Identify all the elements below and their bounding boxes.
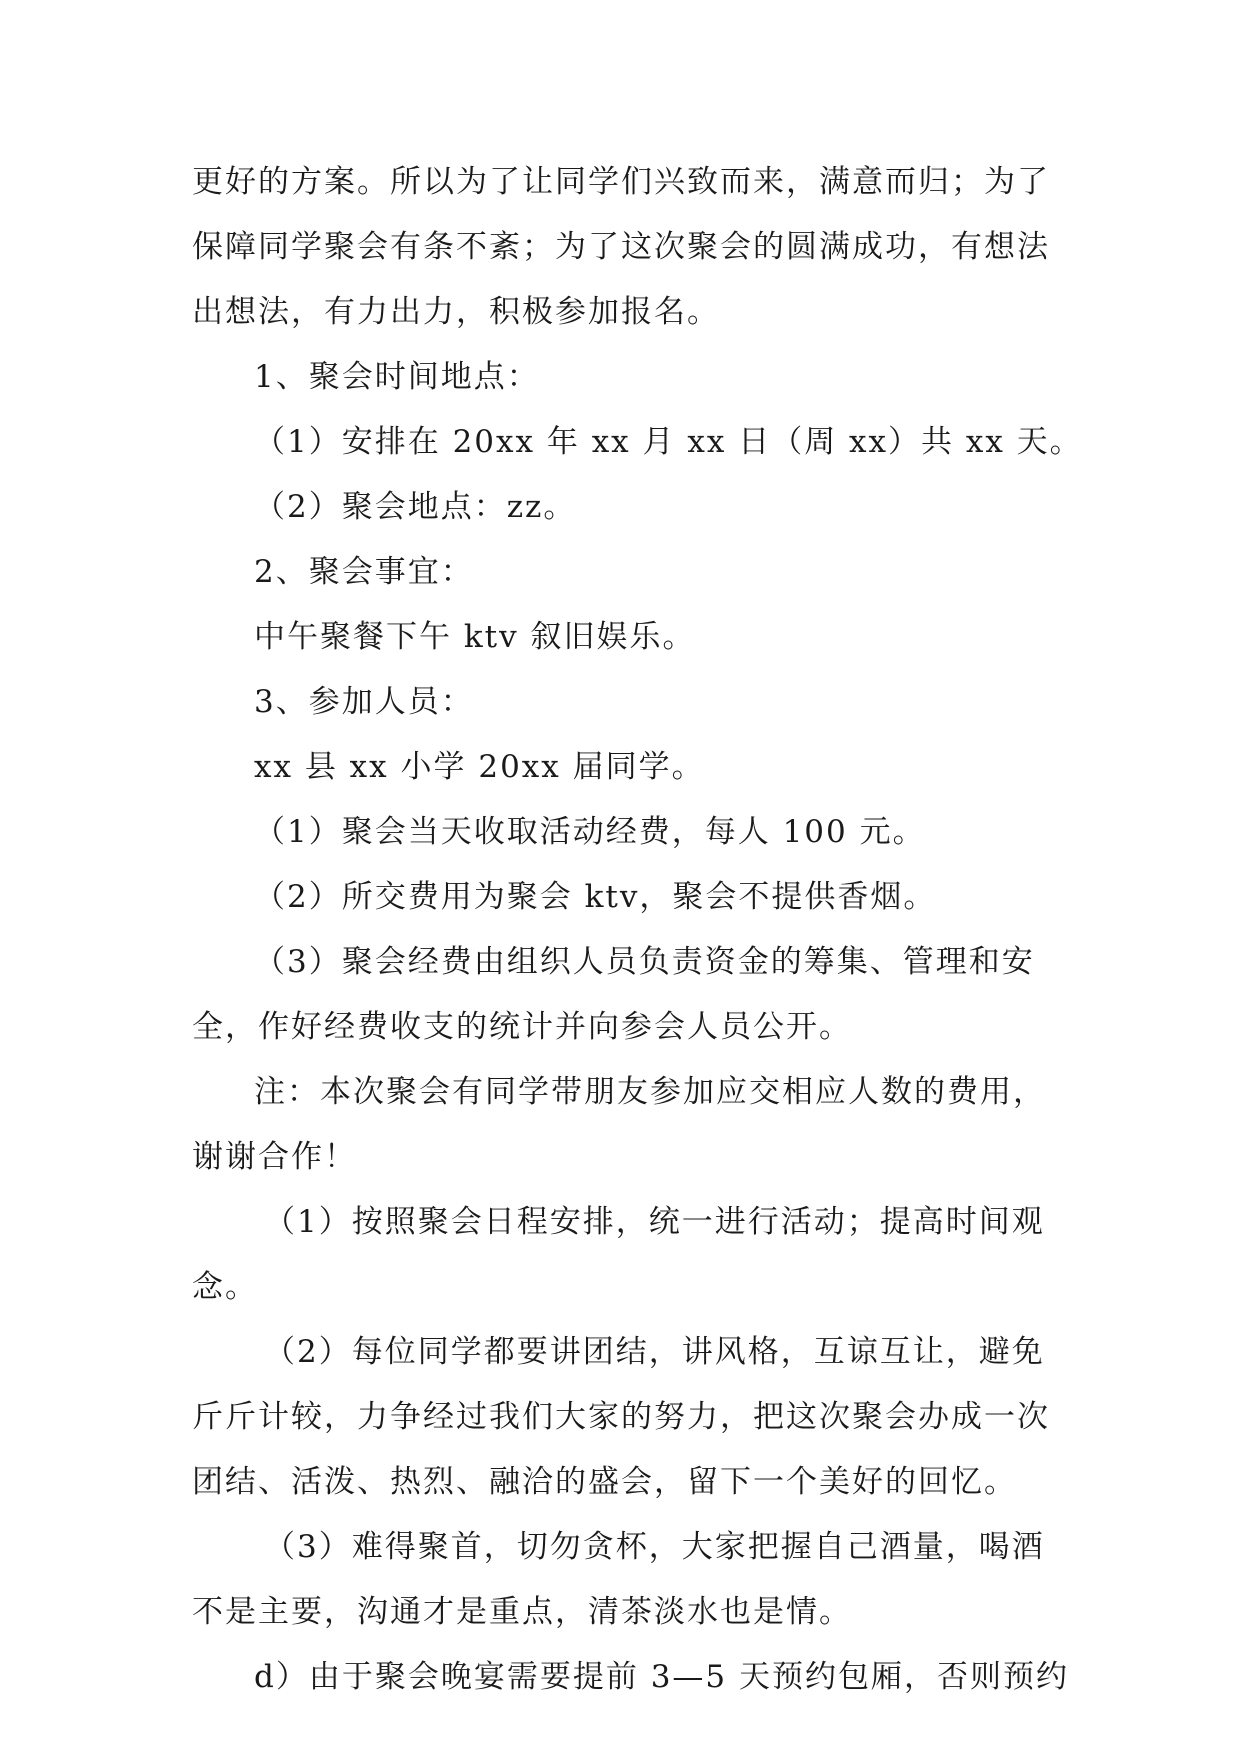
body-line: 全，作好经费收支的统计并向参会人员公开。 xyxy=(192,1009,852,1045)
document-body xyxy=(192,150,1083,1710)
list-item: （1）聚会当天收取活动经费，每人 100 元。 xyxy=(254,814,926,850)
list-item: （1）安排在 20xx 年 xx 月 xx 日（周 xx）共 xx 天。 xyxy=(254,424,1083,460)
section-heading: 2、聚会事宜： xyxy=(254,554,474,590)
list-item: （2）所交费用为聚会 ktv，聚会不提供香烟。 xyxy=(254,879,937,915)
body-line: 出想法，有力出力，积极参加报名。 xyxy=(192,294,720,330)
note-line: 谢谢合作！ xyxy=(192,1139,357,1175)
list-item: （3）难得聚首，切勿贪杯，大家把握自己酒量，喝酒 xyxy=(264,1529,1045,1565)
list-item: （1）按照聚会日程安排，统一进行活动；提高时间观 xyxy=(264,1204,1045,1240)
body-line: 念。 xyxy=(192,1269,258,1305)
body-line: 中午聚餐下午 ktv 叙旧娱乐。 xyxy=(254,619,696,655)
body-line: 不是主要，沟通才是重点，清茶淡水也是情。 xyxy=(192,1594,852,1630)
list-item: （3）聚会经费由组织人员负责资金的筹集、管理和安 xyxy=(254,944,1035,980)
body-line: 保障同学聚会有条不紊；为了这次聚会的圆满成功，有想法 xyxy=(192,229,1050,265)
body-line: 斤斤计较，力争经过我们大家的努力，把这次聚会办成一次 xyxy=(192,1399,1050,1435)
body-line: 更好的方案。所以为了让同学们兴致而来，满意而归；为了 xyxy=(192,164,1050,200)
section-heading: 1、聚会时间地点： xyxy=(254,359,540,395)
note-line: 注：本次聚会有同学带朋友参加应交相应人数的费用， xyxy=(254,1074,1046,1110)
list-item: d）由于聚会晚宴需要提前 3—5 天预约包厢，否则预约 xyxy=(254,1659,1069,1695)
list-item: （2）每位同学都要讲团结，讲风格，互谅互让，避免 xyxy=(264,1334,1045,1370)
list-item: （2）聚会地点：zz。 xyxy=(254,489,577,525)
section-heading: 3、参加人员： xyxy=(254,684,474,720)
body-line: 团结、活泼、热烈、融洽的盛会，留下一个美好的回忆。 xyxy=(192,1464,1017,1500)
body-line: xx 县 xx 小学 20xx 届同学。 xyxy=(254,749,705,785)
